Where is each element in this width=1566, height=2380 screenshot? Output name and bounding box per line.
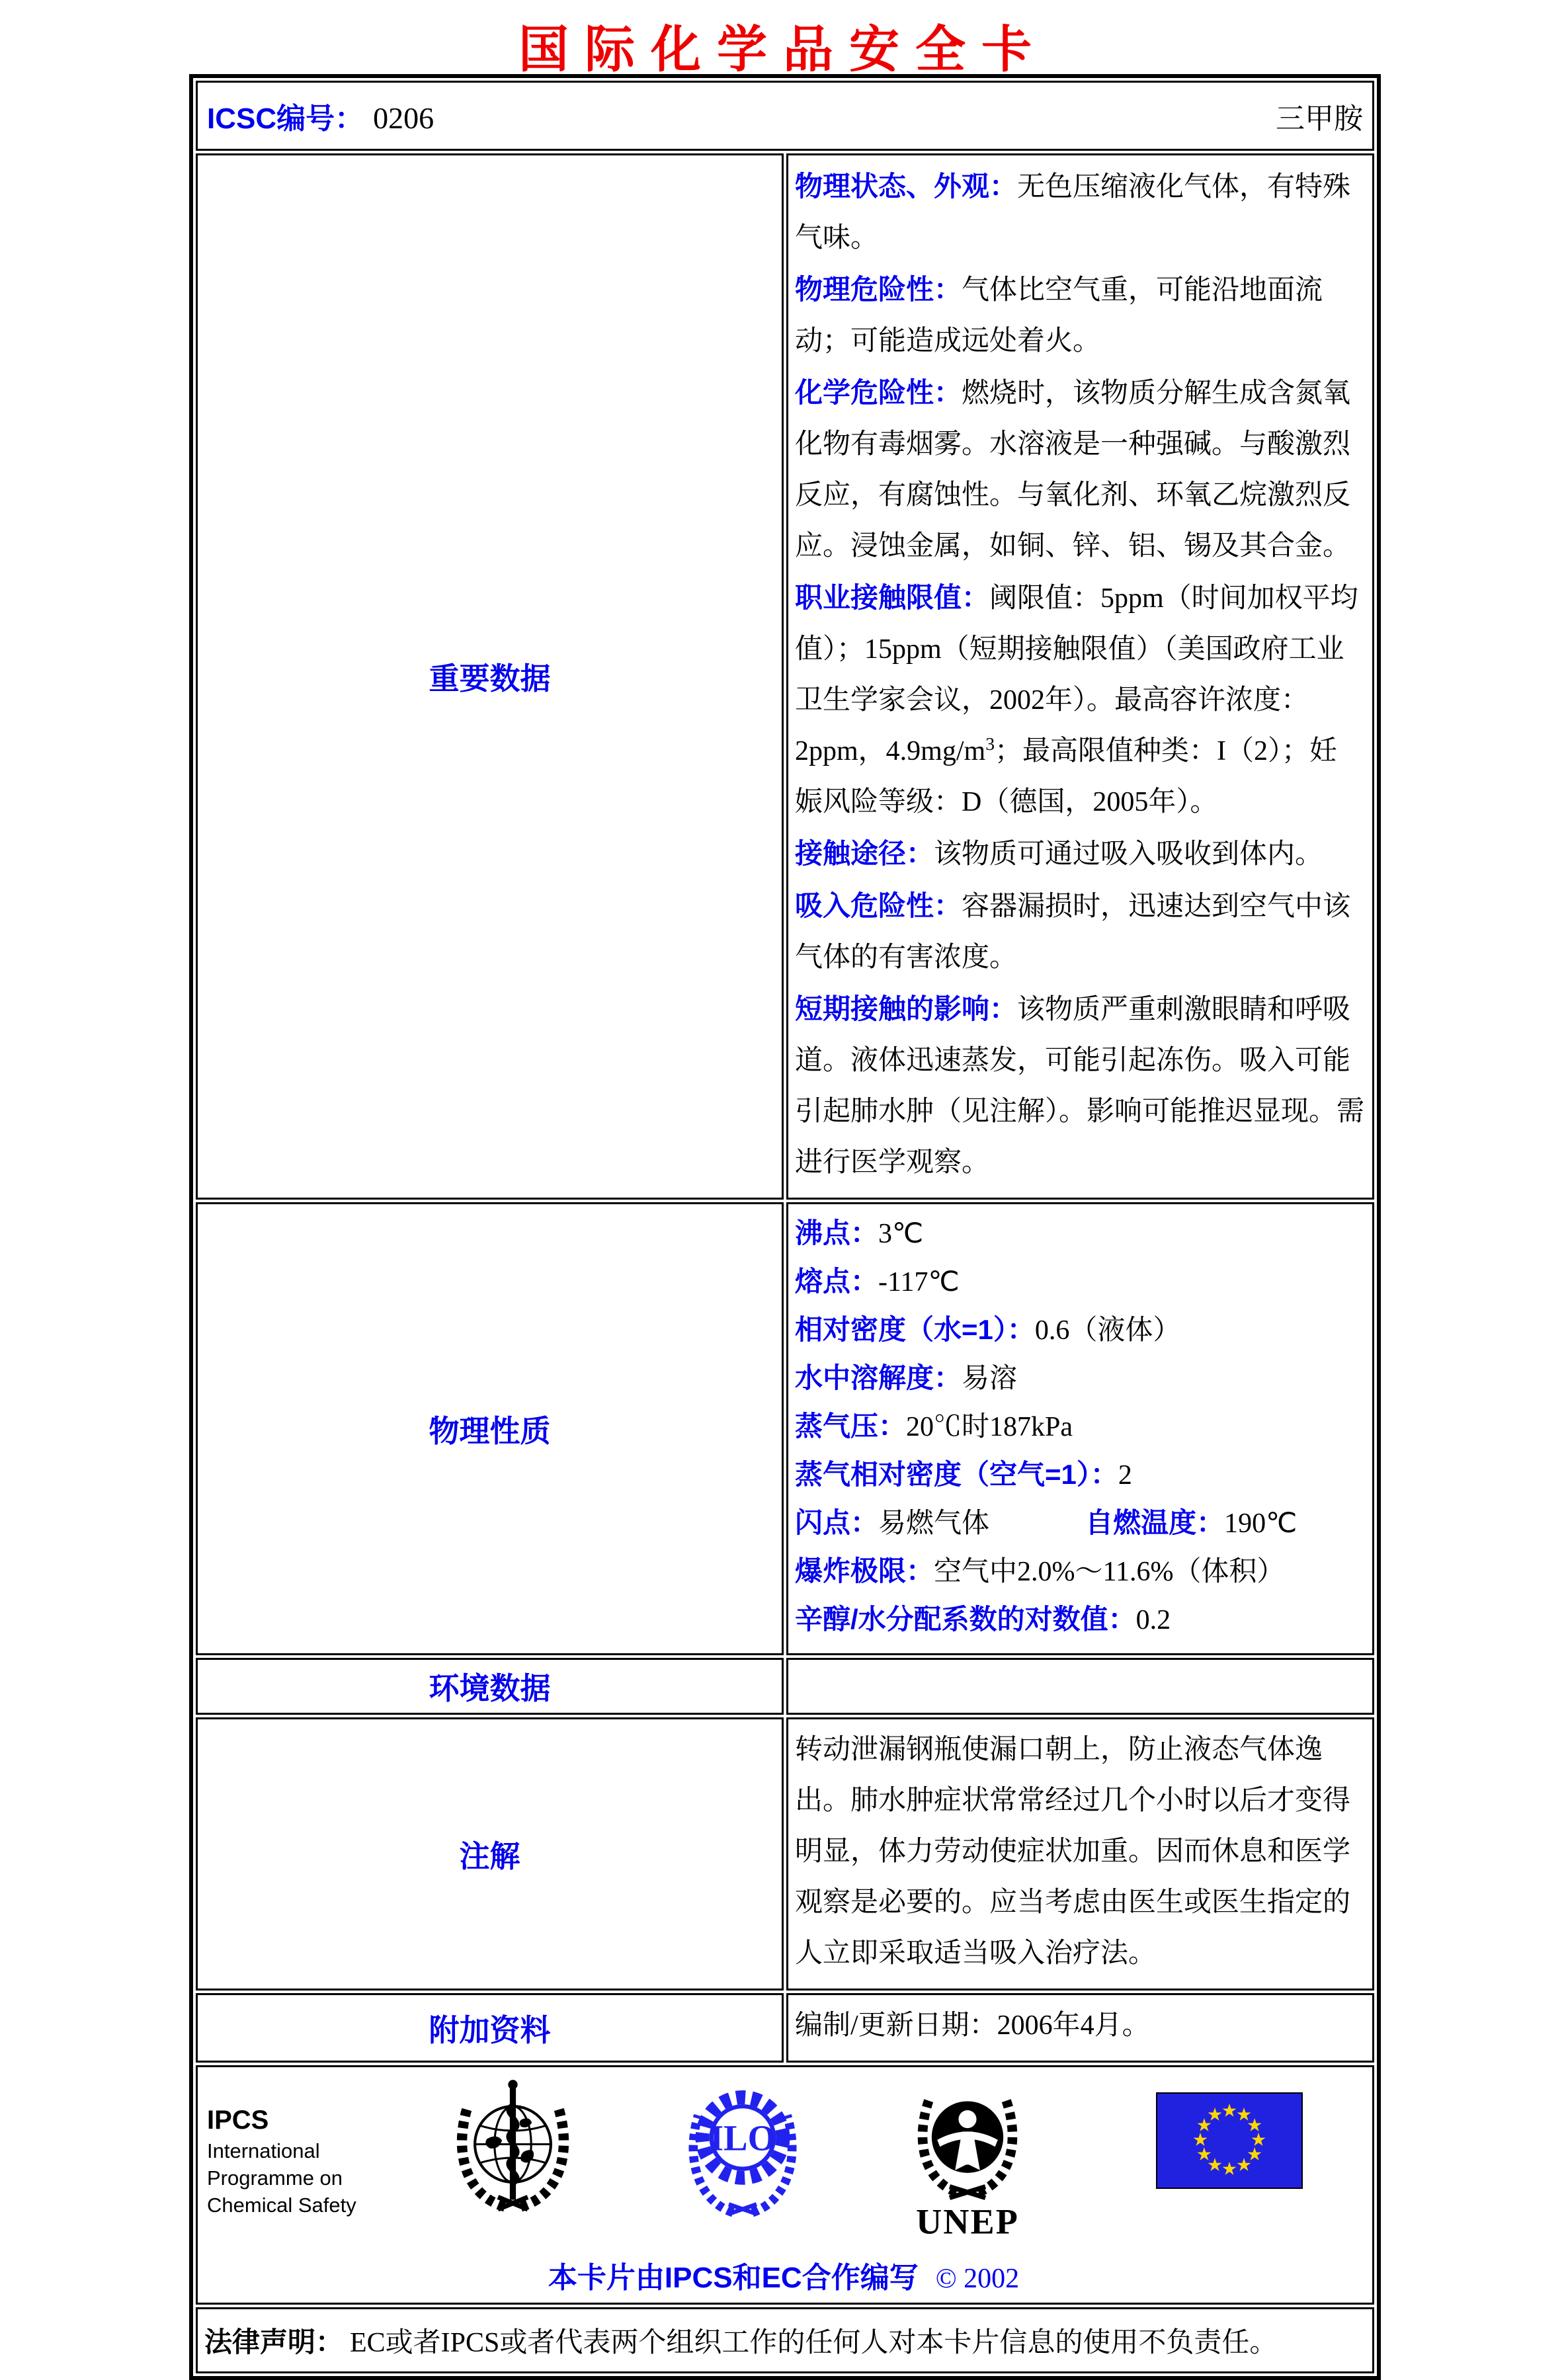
field-vapour-relative-density: 蒸气相对密度（空气=1）：2 — [795, 1459, 1132, 1491]
section-label-environmental-data: 环境数据 — [196, 1658, 784, 1715]
icsc-number — [207, 95, 434, 137]
footer-row — [196, 2065, 1374, 2305]
physical-properties-content — [786, 1202, 1374, 1655]
legal-notice-label: 法律声明： — [204, 2326, 344, 2358]
field-physical-state: 物理状态、外观：无色压缩液化气体，有特殊气味。 — [795, 171, 1351, 253]
field-routes-of-exposure: 接触途径：该物质可通过吸入吸收到体内。 — [795, 838, 1323, 870]
additional-info-row — [196, 1993, 1374, 2063]
ipcs-block — [207, 2103, 405, 2219]
field-occupational-exposure-limits: 职业接触限值：阈限值：5ppm（时间加权平均值）；15ppm（短期接触限值）（美国政府工业卫生学家会议，2002年）。最高容许浓度：2ppm，$4.9mg/m^3$；最高限值种类：I（2）；妊娠风险等级：D（德国，2005年）。 — [795, 582, 1358, 817]
copyright-text: © 2002 — [935, 2264, 1020, 2294]
field-octanol-water-partition: 辛醇/水分配系数的对数值：0.2 — [795, 1604, 1171, 1635]
field-vapour-pressure: 蒸气压：20℃时187kPa — [795, 1411, 1073, 1442]
field-water-solubility: 水中溶解度：易溶 — [795, 1362, 1018, 1394]
field-melting-point: 熔点：-117℃ — [795, 1266, 960, 1297]
superscript-3: 3 — [985, 733, 995, 754]
credit-text: 本卡片由IPCS和EC合作编写 — [548, 2262, 919, 2294]
physical-properties-row — [196, 1202, 1374, 1655]
field-autoignition-temperature: 自燃温度：190℃ — [1085, 1507, 1298, 1539]
ipcs-title: IPCS — [207, 2106, 269, 2135]
ipcs-subtitle-line1: International — [207, 2139, 320, 2162]
legal-notice-text: EC或者IPCS或者代表两个组织工作的任何人对本卡片信息的使用不负责任。 — [350, 2328, 1278, 2358]
ipcs-subtitle-line2: Programme on — [207, 2166, 343, 2190]
important-data-row — [196, 153, 1374, 1200]
ipcs-subtitle-line3: Chemical Safety — [207, 2194, 356, 2217]
legal-notice-row — [196, 2307, 1374, 2373]
icsc-table — [189, 74, 1381, 2380]
field-short-term-effects: 短期接触的影响：该物质严重刺激眼睛和呼吸道。液体迅速蒸发，可能引起冻伤。吸入可能引起肺水肿（见注解）。影响可能推迟显现。需进行医学观察。 — [795, 993, 1365, 1178]
notes-content: 转动泄漏钢瓶使漏口朝上，防止液态气体逸出。肺水肿症状常常经过几个小时以后才变得明显，体力劳动使症状加重。因而休息和医学观察是必要的。应当考虑由医生或医生指定的人立即采取适当吸入治疗法。 — [786, 1717, 1374, 1990]
field-chemical-dangers: 化学危险性：燃烧时，该物质分解生成含氮氧化物有毒烟雾。水溶液是一种强碱。与酸激烈反应，有腐蚀性。与氧化剂、环氧乙烷激烈反应。浸蚀金属，如铜、锌、铝、锡及其合金。 — [795, 377, 1351, 561]
unep-logo-icon — [898, 2076, 1037, 2242]
ilo-logo-icon — [673, 2076, 812, 2215]
field-flash-point-autoignition — [795, 1499, 1364, 1547]
who-logo-icon — [445, 2076, 581, 2212]
section-label-additional-info: 附加资料 — [196, 1993, 784, 2063]
credit-line — [207, 2254, 1360, 2296]
section-label-important-data: 重要数据 — [196, 153, 784, 1200]
field-flash-point: 闪点：易燃气体 — [795, 1507, 990, 1539]
icsc-number-label: ICSC编号： — [207, 103, 364, 135]
environmental-data-row — [196, 1658, 1374, 1715]
field-explosive-limits: 爆炸极限：空气中2.0%～11.6%（体积） — [795, 1555, 1285, 1587]
icsc-number-value: 0206 — [373, 101, 434, 135]
page-title: 国际化学品安全卡 — [518, 22, 1048, 78]
additional-info-content: 编制/更新日期：2006年4月。 — [786, 1993, 1374, 2063]
important-data-content — [786, 153, 1374, 1200]
section-label-physical-properties: 物理性质 — [196, 1202, 784, 1655]
field-physical-dangers: 物理危险性：气体比空气重，可能沿地面流动；可能造成远处着火。 — [795, 274, 1323, 356]
notes-row — [196, 1717, 1374, 1990]
unep-logo-text: UNEP — [916, 2201, 1019, 2242]
header-row — [196, 81, 1374, 151]
eu-flag-icon — [1156, 2092, 1303, 2189]
field-boiling-point: 沸点：3℃ — [795, 1217, 924, 1249]
field-inhalation-risk: 吸入危险性：容器漏损时，迅速达到空气中该气体的有害浓度。 — [795, 890, 1351, 973]
field-relative-density: 相对密度（水=1）：0.6（液体） — [795, 1314, 1181, 1346]
section-label-notes: 注解 — [196, 1717, 784, 1990]
chemical-name: 三甲胺 — [1276, 103, 1363, 135]
ilo-logo-text: ILO — [709, 2117, 776, 2158]
environmental-data-content — [786, 1658, 1374, 1715]
